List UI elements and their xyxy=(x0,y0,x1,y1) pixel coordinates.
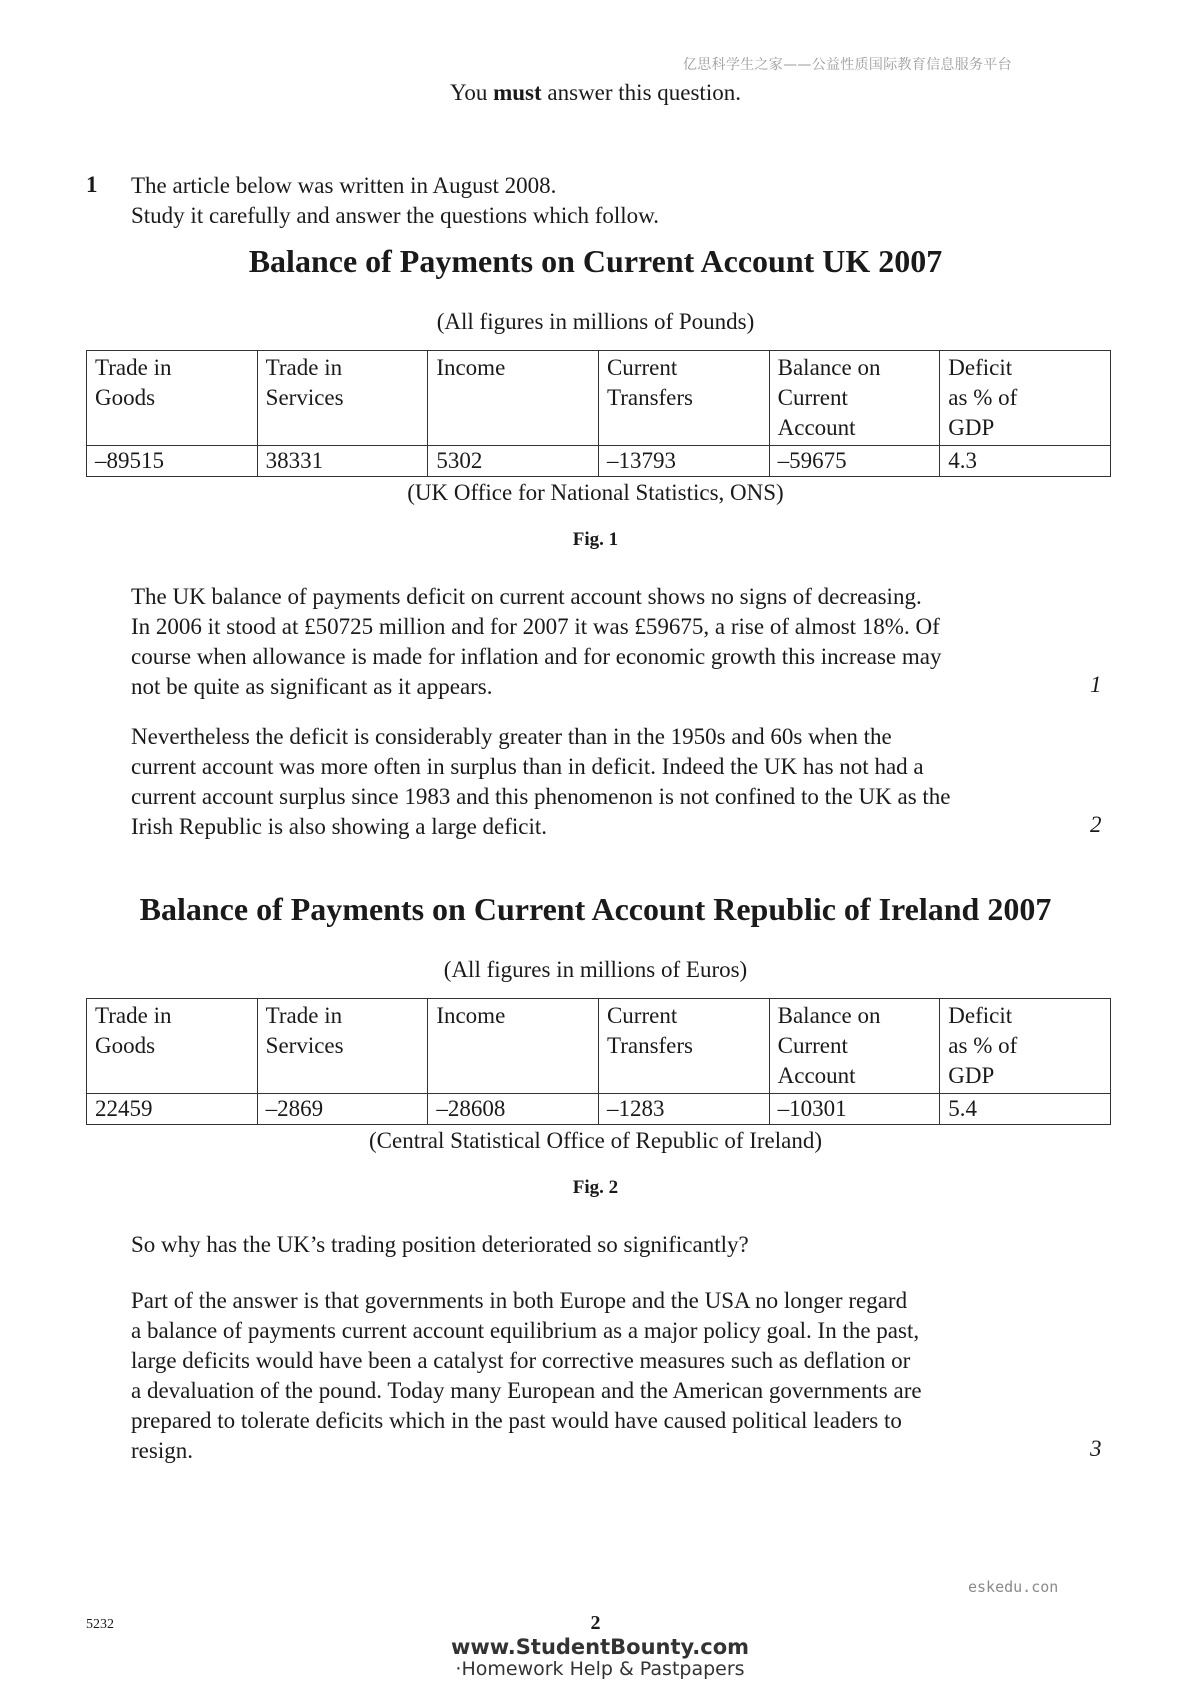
line-ref-3: 3 xyxy=(1090,1436,1102,1461)
ireland-fig-label: Fig. 2 xyxy=(572,1177,619,1198)
paragraph-line: Part of the answer is that governments in both Europe and the USA no longer regard xyxy=(131,1288,908,1313)
question-line: The article below was written in August 2008. xyxy=(131,173,557,198)
ireland-header-trade-services: Trade in Services xyxy=(257,999,428,1094)
instruction-pre: You xyxy=(450,80,494,105)
uk-value-row xyxy=(87,446,1111,477)
paragraph-line: course when allowance is made for inflation and for economic growth this increase may xyxy=(131,644,942,669)
uk-heading: Balance of Payments on Current Account UK 2007 xyxy=(248,243,943,279)
logo-line-2: ·Homework Help & Pastpapers xyxy=(455,1658,745,1680)
question-line: Study it carefully and answer the questions which follow. xyxy=(131,203,660,228)
uk-value-trade-services: 38331 xyxy=(257,446,428,477)
ireland-value-deficit: 5.4 xyxy=(940,1094,1111,1125)
watermark-top: 亿思科学生之家——公益性质国际教育信息服务平台 xyxy=(683,57,1012,73)
ireland-value-current-transfers: –1283 xyxy=(598,1094,769,1125)
uk-source: (UK Office for National Statistics, ONS) xyxy=(407,480,784,505)
paragraph-3 xyxy=(131,1230,1081,1260)
uk-header-trade-services: Trade in Services xyxy=(257,351,428,446)
ireland-table xyxy=(86,998,1111,1125)
ireland-header-current-transfers: Current Transfers xyxy=(598,999,769,1094)
line-ref-1: 1 xyxy=(1090,672,1102,697)
paragraph-line: prepared to tolerate deficits which in the past would have caused political leaders to xyxy=(131,1408,902,1433)
uk-value-income: 5302 xyxy=(428,446,599,477)
paragraph-line: a devaluation of the pound. Today many European and the American governments are xyxy=(131,1378,922,1403)
instruction-post: answer this question. xyxy=(541,80,741,105)
paper-code: 5232 xyxy=(86,1617,114,1632)
line-ref-2: 2 xyxy=(1090,812,1102,837)
uk-header-current-transfers: Current Transfers xyxy=(598,351,769,446)
ireland-header-balance: Balance on Current Account xyxy=(769,999,940,1094)
paragraph-line: Irish Republic is also showing a large deficit. xyxy=(131,814,548,839)
watermark-eskedu: eskedu.con xyxy=(968,1578,1059,1596)
paragraph-line: So why has the UK’s trading position deteriorated so significantly? xyxy=(131,1232,749,1257)
uk-header-balance: Balance on Current Account xyxy=(769,351,940,446)
instruction-bold: must xyxy=(493,80,542,105)
paragraph-line: not be quite as significant as it appears. xyxy=(131,674,493,699)
logo-line-1: www.StudentBounty.com xyxy=(450,1635,750,1659)
uk-value-balance: –59675 xyxy=(769,446,940,477)
paragraph-line: a balance of payments current account equilibrium as a major policy goal. In the past, xyxy=(131,1318,920,1343)
paragraph-line: In 2006 it stood at £50725 million and for 2007 it was £59675, a rise of almost 18%. Of xyxy=(131,614,940,639)
ireland-source: (Central Statistical Office of Republic of Ireland) xyxy=(368,1128,823,1153)
uk-value-deficit: 4.3 xyxy=(940,446,1111,477)
ireland-value-income: –28608 xyxy=(428,1094,599,1125)
uk-value-current-transfers: –13793 xyxy=(598,446,769,477)
ireland-heading: Balance of Payments on Current Account Republic of Ireland 2007 xyxy=(139,891,1052,927)
page-number: 2 xyxy=(590,1612,601,1634)
uk-header-row xyxy=(87,351,1111,446)
instruction xyxy=(0,80,1191,106)
uk-fig-label: Fig. 1 xyxy=(572,529,619,550)
ireland-header-deficit: Deficit as % of GDP xyxy=(940,999,1111,1094)
ireland-header-trade-goods: Trade in Goods xyxy=(87,999,258,1094)
paragraph-1 xyxy=(131,582,1081,702)
question-text xyxy=(131,171,659,231)
uk-header-income: Income xyxy=(428,351,599,446)
ireland-value-row xyxy=(87,1094,1111,1125)
uk-value-trade-goods: –89515 xyxy=(87,446,258,477)
ireland-units: (All figures in millions of Euros) xyxy=(443,957,748,982)
paragraph-line: large deficits would have been a catalyst for corrective measures such as deflation or xyxy=(131,1348,911,1373)
uk-header-deficit: Deficit as % of GDP xyxy=(940,351,1111,446)
paragraph-2 xyxy=(131,722,1081,842)
paragraph-line: Nevertheless the deficit is considerably greater than in the 1950s and 60s when the xyxy=(131,724,892,749)
ireland-value-balance: –10301 xyxy=(769,1094,940,1125)
studentbounty-logo[interactable] xyxy=(440,1636,760,1680)
paragraph-line: resign. xyxy=(131,1438,193,1463)
ireland-value-trade-services: –2869 xyxy=(257,1094,428,1125)
ireland-header-income: Income xyxy=(428,999,599,1094)
question-number: 1 xyxy=(86,172,98,197)
uk-header-trade-goods: Trade in Goods xyxy=(87,351,258,446)
uk-units: (All figures in millions of Pounds) xyxy=(436,309,755,334)
ireland-value-trade-goods: 22459 xyxy=(87,1094,258,1125)
paragraph-line: current account surplus since 1983 and this phenomenon is not confined to the UK as the xyxy=(131,784,951,809)
ireland-header-row xyxy=(87,999,1111,1094)
uk-table xyxy=(86,350,1111,477)
paragraph-line: The UK balance of payments deficit on current account shows no signs of decreasing. xyxy=(131,584,922,609)
paragraph-line: current account was more often in surplus than in deficit. Indeed the UK has not had a xyxy=(131,754,924,779)
paragraph-4 xyxy=(131,1286,1081,1466)
